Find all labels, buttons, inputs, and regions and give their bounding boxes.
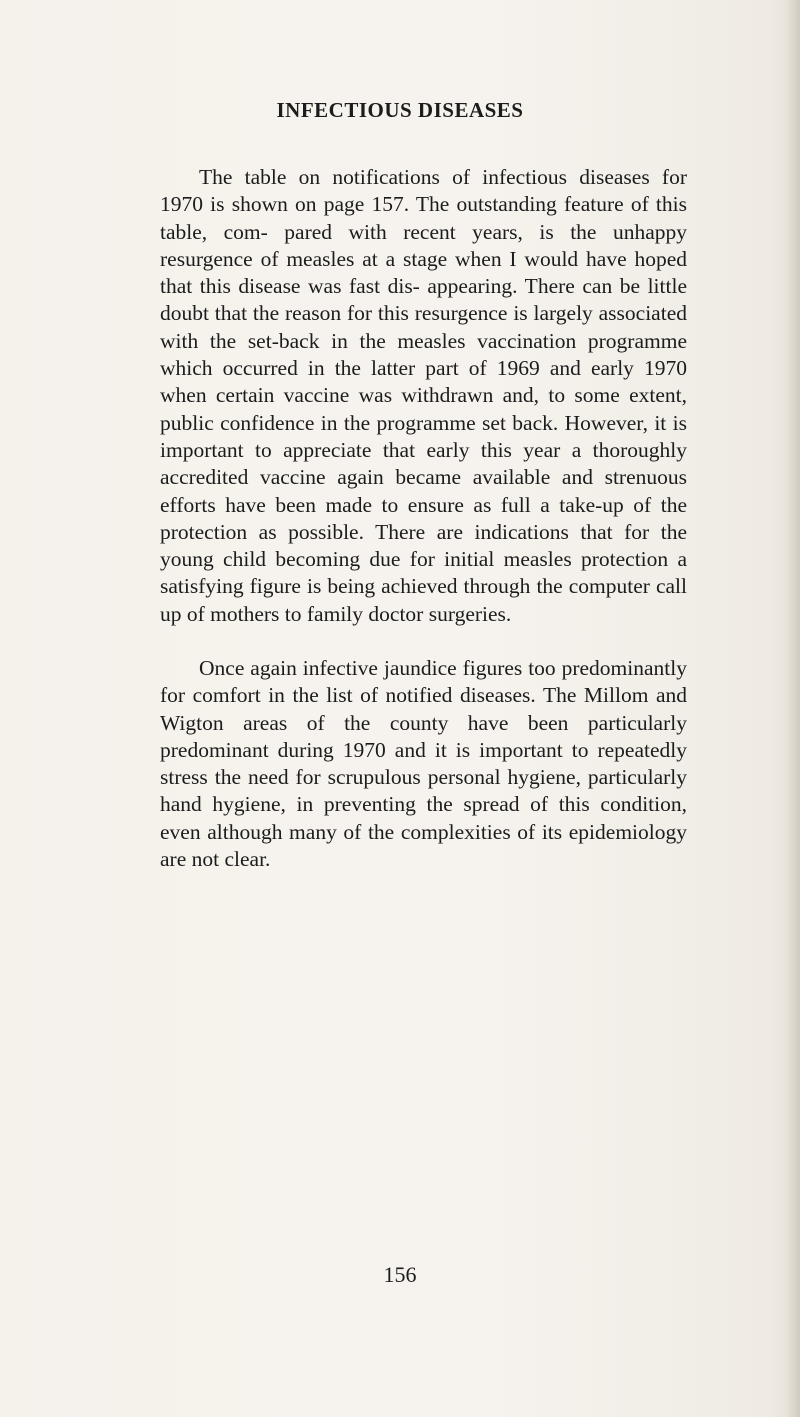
page-edge-shadow [786,0,800,1417]
section-heading: INFECTIOUS DISEASES [276,98,524,122]
paragraph-infective-jaundice: Once again infective jaundice figures too predominantly for comfort in the list of notified diseases. The Millom and Wigton areas of the county have been particularly predominant during 1970 and it is important to repeatedly stress the need for scrupulous personal hygiene, particularly hand hygiene, in preventing the spread of this condition, even although many of the complexities of its epidemiology are not clear. [160,656,687,872]
paragraph-measles: The table on notifications of infectious diseases for 1970 is shown on page 157. The outstanding feature of this table, com- pared with recent years, is the unhappy resurgence of measles at a stage when I would have hoped that this disease was fast dis- appearing. There can be little doubt that the reason for this resurgence is largely associated with the set-back in the measles vaccination programme which occurred in the latter part of 1969 and early 1970 when certain vaccine was withdrawn and, to some extent, public confidence in the programme set back. However, it is important to appreciate that early this year a thoroughly accredited vaccine again became available and strenuous efforts have been made to ensure as full a take-up of the protection as possible. There are indications that for the young child becoming due for initial measles protection a satisfying figure is being achieved through the computer call up of mothers to family doctor surgeries. [160,165,687,626]
page-number: 156 [383,1262,417,1287]
